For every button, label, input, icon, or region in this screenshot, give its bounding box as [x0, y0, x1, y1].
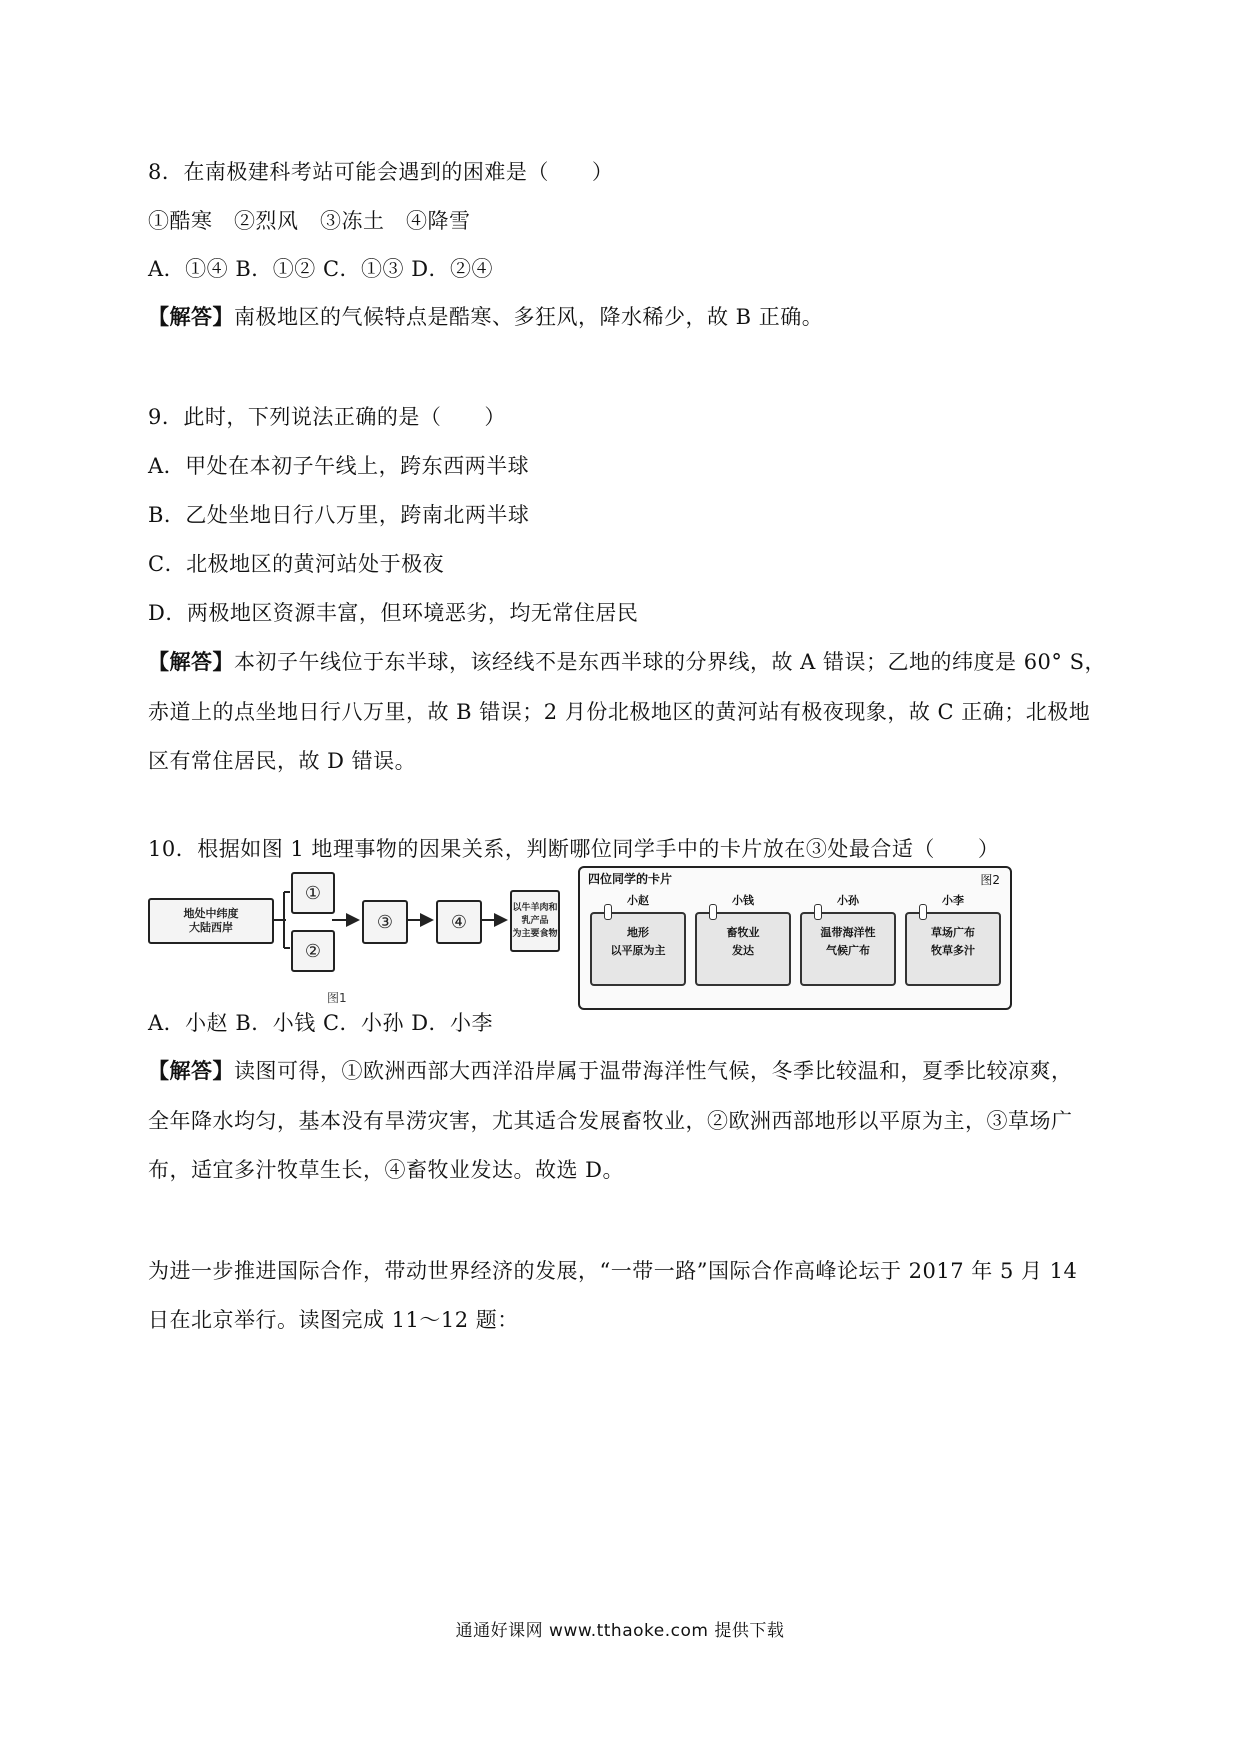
answer-text: 南极地区的气候特点是酷寒、多狂风，降水稀少，故 B 正确。 [234, 305, 824, 329]
figure-2-cards [578, 866, 1012, 1010]
card-name: 小赵 [627, 894, 649, 907]
q10-answer-line2: 全年降水均匀，基本没有旱涝灾害，尤其适合发展畜牧业，②欧洲西部地形以平原为主，③草场广 [148, 1109, 1073, 1133]
flow-end-line1: 以牛羊肉和乳产品 [512, 902, 558, 926]
q9-option-a: A．甲处在本初子午线上，跨东西两半球 [148, 454, 530, 478]
card-line2: 发达 [732, 944, 754, 957]
card-line1: 温带海洋性 [820, 926, 876, 939]
page-footer: 通通好课网 www.tthaoke.com 提供下载 [455, 1621, 785, 1641]
card-xiaoli [905, 894, 1001, 986]
flow-box-4-label: ④ [450, 911, 468, 933]
pin-icon [814, 904, 822, 920]
figure-1-caption: 图1 [327, 991, 347, 1005]
flow-box-2-label: ② [304, 940, 322, 962]
card-text [802, 924, 894, 960]
flow-start-line2: 大陆西岸 [189, 921, 233, 934]
card-line2: 牧草多汁 [931, 944, 975, 957]
card-text [697, 924, 789, 960]
q8-stem: 8．在南极建科考站可能会遇到的困难是（ ） [148, 160, 614, 184]
figure-1-flowchart [148, 872, 558, 1007]
pin-icon [709, 904, 717, 920]
answer-text: 读图可得，①欧洲西部大西洋沿岸属于温带海洋性气候，冬季比较温和，夏季比较凉爽， [234, 1059, 1073, 1083]
flow-start-line1: 地处中纬度 [183, 907, 239, 920]
flow-box-3-label: ③ [376, 911, 394, 933]
q9-answer-line2: 赤道上的点坐地日行八万里，故 B 错误；2 月份北极地区的黄河站有极夜现象，故 C 正确；北极地 [148, 700, 1091, 724]
q9-answer-line1 [148, 647, 1106, 677]
card-line2: 以平原为主 [610, 944, 666, 957]
card-name: 小钱 [732, 894, 754, 907]
q10-stem: 10．根据如图 1 地理事物的因果关系，判断哪位同学手中的卡片放在③处最合适（ ） [148, 837, 1000, 861]
card-xiaoqian [695, 894, 791, 986]
card-xiaozhao [590, 894, 686, 986]
card-name: 小孙 [837, 894, 859, 907]
figure-2-title: 四位同学的卡片 [588, 872, 673, 886]
answer-text: 本初子午线位于东半球，该经线不是东西半球的分界线，故 A 错误；乙地的纬度是 60° S， [234, 650, 1106, 674]
pin-icon [604, 904, 612, 920]
pin-icon [919, 904, 927, 920]
q8-answer [148, 302, 823, 332]
card-xiaosun [800, 894, 896, 986]
flow-end-line2: 为主要食物 [512, 928, 558, 939]
q8-items: ①酷寒 ②烈风 ③冻土 ④降雪 [148, 209, 471, 233]
q9-answer-line3: 区有常住居民，故 D 错误。 [148, 749, 417, 773]
card-line1: 草场广布 [931, 926, 975, 939]
answer-tag: 【解答】 [148, 649, 234, 674]
figure-2-label: 图2 [980, 873, 1000, 887]
card-line2: 气候广布 [826, 944, 870, 957]
q10-options: A．小赵 B．小钱 C．小孙 D．小李 [148, 1011, 494, 1035]
flow-box-1-label: ① [304, 882, 322, 904]
q10-answer-line1 [148, 1056, 1073, 1086]
card-line1: 畜牧业 [726, 926, 760, 939]
card-text [907, 924, 999, 960]
answer-tag: 【解答】 [148, 1058, 234, 1083]
flow-box-1 [291, 872, 335, 914]
q8-options: A．①④ B．①② C．①③ D．②④ [148, 257, 494, 281]
card-text [592, 924, 684, 960]
flow-box-3 [362, 900, 408, 944]
q10-answer-line3: 布，适宜多汁牧草生长，④畜牧业发达。故选 D。 [148, 1158, 625, 1182]
intro-line1: 为进一步推进国际合作，带动世界经济的发展，“一带一路”国际合作高峰论坛于 2017 年 5 月 14 [148, 1259, 1078, 1283]
card-name: 小李 [942, 894, 964, 907]
intro-line2: 日在北京举行。读图完成 11～12 题： [148, 1308, 519, 1332]
card-line1: 地形 [627, 926, 649, 939]
q9-option-b: B．乙处坐地日行八万里，跨南北两半球 [148, 503, 530, 527]
flow-end-box [510, 890, 560, 952]
q9-option-d: D．两极地区资源丰富，但环境恶劣，均无常住居民 [148, 601, 639, 625]
flow-start-box [148, 898, 274, 944]
q9-option-c: C．北极地区的黄河站处于极夜 [148, 552, 445, 576]
q9-stem: 9．此时，下列说法正确的是（ ） [148, 405, 506, 429]
flow-box-2 [291, 930, 335, 972]
answer-tag: 【解答】 [148, 304, 234, 329]
flow-box-4 [436, 900, 482, 944]
